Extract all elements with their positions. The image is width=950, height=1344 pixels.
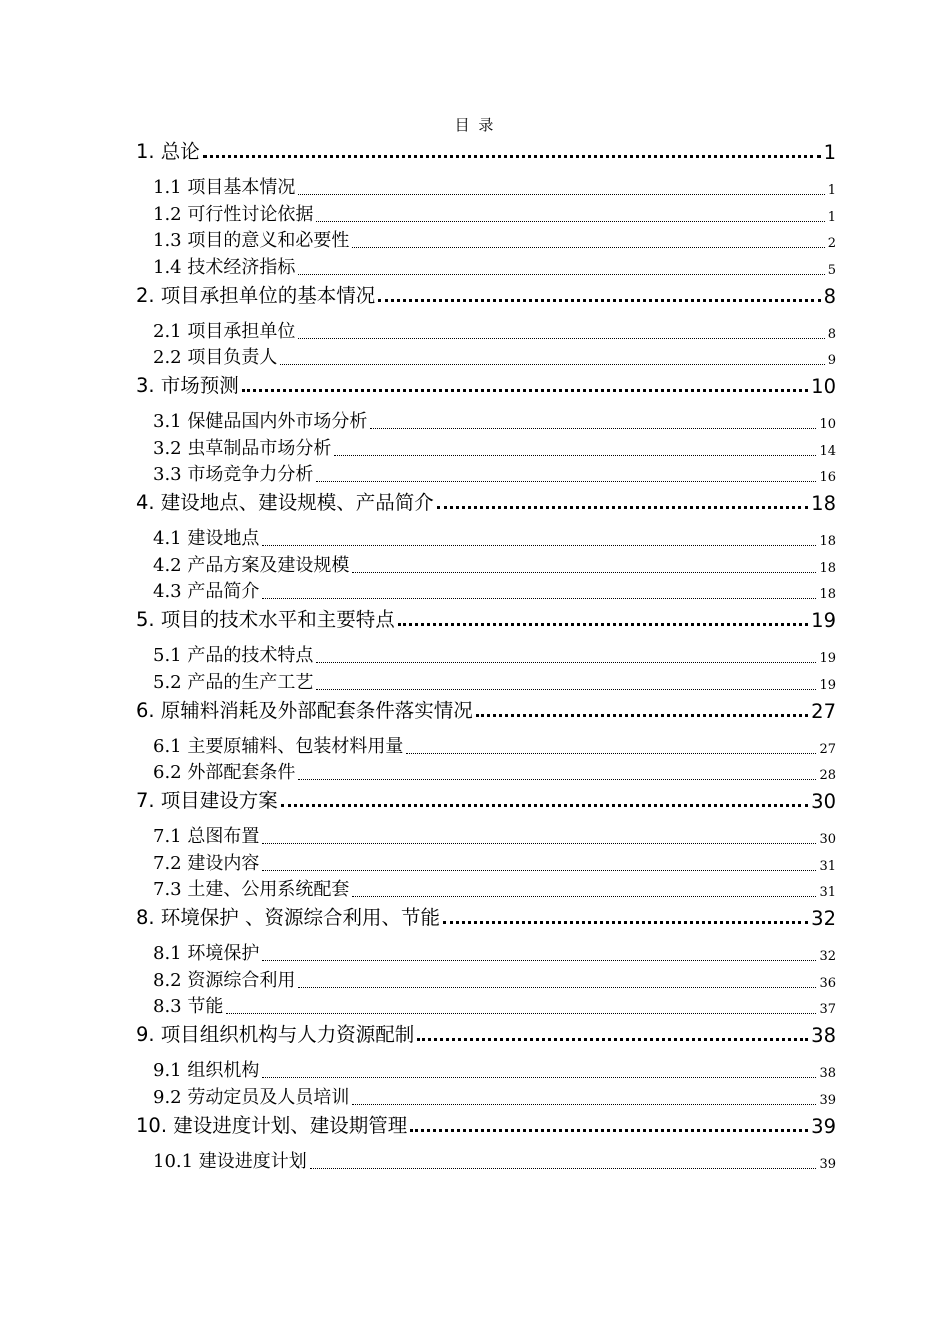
toc-section-entry[interactable] xyxy=(153,994,836,1018)
toc-dot-leader xyxy=(262,545,816,546)
toc-section-entry[interactable] xyxy=(153,643,836,667)
toc-entry-label: 4.2 产品方案及建设规模 xyxy=(153,554,350,576)
toc-page-number: 39 xyxy=(811,1114,836,1138)
toc-page-number: 28 xyxy=(819,768,836,783)
toc-dot-leader xyxy=(203,155,821,158)
toc-dot-leader xyxy=(370,428,816,429)
toc-page-number: 18 xyxy=(811,492,836,515)
toc-dot-leader xyxy=(298,274,824,275)
toc-entry-label: 4.1 建设地点 xyxy=(153,528,260,549)
toc-entry-label: 5. 项目的技术水平和主要特点 xyxy=(136,608,395,631)
toc-page-number: 9 xyxy=(827,353,836,368)
toc-section-entry[interactable] xyxy=(153,968,836,992)
toc-section-entry[interactable] xyxy=(153,877,836,901)
toc-title: 目 录 xyxy=(454,116,496,134)
toc-entry-label: 10. 建设进度计划、建设期管理 xyxy=(136,1113,408,1137)
toc-dot-leader xyxy=(226,1013,816,1014)
toc-chapter-entry[interactable] xyxy=(136,1110,836,1138)
toc-page-number: 1 xyxy=(827,183,836,198)
toc-page-number: 8 xyxy=(827,326,836,342)
toc-dot-leader xyxy=(262,960,816,961)
toc-dot-leader xyxy=(410,1129,808,1132)
toc-page-number: 39 xyxy=(819,1092,836,1108)
toc-page-number: 19 xyxy=(819,651,836,666)
toc-section-entry[interactable] xyxy=(153,1149,836,1173)
toc-page-number: 38 xyxy=(819,1066,836,1081)
toc-dot-leader xyxy=(352,896,816,897)
toc-page-number: 8 xyxy=(823,284,836,308)
toc-entry-label: 2.2 项目负责人 xyxy=(153,347,278,368)
toc-dot-leader xyxy=(437,506,808,509)
toc-dot-leader xyxy=(316,662,816,663)
toc-dot-leader xyxy=(352,572,816,573)
toc-entry-label: 9.1 组织机构 xyxy=(153,1060,260,1081)
toc-entry-label: 9.2 劳动定员及人员培训 xyxy=(153,1086,350,1108)
toc-page-number: 1 xyxy=(823,141,836,164)
toc-section-entry[interactable] xyxy=(153,1085,836,1109)
toc-dot-leader xyxy=(352,1104,816,1105)
toc-entry-label: 1.2 可行性讨论依据 xyxy=(153,203,314,225)
toc-section-entry[interactable] xyxy=(153,175,836,199)
toc-chapter-entry[interactable] xyxy=(136,136,836,164)
toc-entry-label: 1.1 项目基本情况 xyxy=(153,177,296,198)
toc-dot-leader xyxy=(443,921,808,924)
toc-entry-label: 2. 项目承担单位的基本情况 xyxy=(136,283,376,307)
toc-page-number: 31 xyxy=(819,858,836,874)
toc-entry-label: 8. 环境保护 、资源综合利用、节能 xyxy=(136,906,441,929)
toc-entry-label: 10.1 建设进度计划 xyxy=(153,1150,307,1172)
toc-page-number: 10 xyxy=(811,375,836,398)
toc-page-number: 19 xyxy=(819,677,836,693)
toc-page-number: 39 xyxy=(819,1156,836,1172)
toc-page-number: 1 xyxy=(827,209,836,225)
toc-dot-leader xyxy=(280,364,824,365)
toc-dot-leader xyxy=(262,870,816,871)
toc-entry-label: 3.1 保健品国内外市场分析 xyxy=(153,411,368,432)
toc-dot-leader xyxy=(352,247,824,248)
toc-dot-leader xyxy=(298,194,824,195)
toc-section-entry[interactable] xyxy=(153,436,836,460)
toc-chapter-entry[interactable] xyxy=(136,487,836,515)
toc-chapter-entry[interactable] xyxy=(136,695,836,723)
toc-section-entry[interactable] xyxy=(153,760,836,784)
toc-entry-label: 9. 项目组织机构与人力资源配制 xyxy=(136,1023,415,1046)
toc-section-entry[interactable] xyxy=(153,319,836,343)
toc-page-number: 27 xyxy=(819,741,836,757)
toc-section-entry[interactable] xyxy=(153,526,836,550)
toc-chapter-entry[interactable] xyxy=(136,1019,836,1047)
toc-section-entry[interactable] xyxy=(153,345,836,369)
toc-section-entry[interactable] xyxy=(153,734,836,758)
toc-dot-leader xyxy=(476,714,808,717)
toc-page-number: 2 xyxy=(827,236,836,251)
toc-section-entry[interactable] xyxy=(153,579,836,603)
toc-entry-label: 1.3 项目的意义和必要性 xyxy=(153,230,350,251)
toc-page-number: 32 xyxy=(811,907,836,930)
toc-entry-label: 5.2 产品的生产工艺 xyxy=(153,671,314,693)
toc-entry-label: 3.2 虫草制品市场分析 xyxy=(153,437,332,459)
toc-page-number: 18 xyxy=(819,560,836,576)
toc-section-entry[interactable] xyxy=(153,1058,836,1082)
toc-entry-label: 2.1 项目承担单位 xyxy=(153,320,296,342)
toc-entry-label: 8.3 节能 xyxy=(153,996,224,1017)
toc-page-number: 19 xyxy=(811,609,836,632)
toc-dot-leader xyxy=(262,843,816,844)
toc-dot-leader xyxy=(316,221,824,222)
toc-page-number: 10 xyxy=(819,417,836,432)
toc-chapter-entry[interactable] xyxy=(136,604,836,632)
toc-page-number: 37 xyxy=(819,1002,836,1017)
toc-page-number: 14 xyxy=(819,443,836,459)
toc-dot-leader xyxy=(334,455,816,456)
toc-section-entry[interactable] xyxy=(153,255,836,279)
toc-page-number: 5 xyxy=(827,262,836,278)
toc-chapter-entry[interactable] xyxy=(136,902,836,930)
toc-entry-label: 7.3 土建、公用系统配套 xyxy=(153,879,350,900)
toc-entry-label: 7.2 建设内容 xyxy=(153,852,260,874)
toc-entry-label: 5.1 产品的技术特点 xyxy=(153,645,314,666)
toc-section-entry[interactable] xyxy=(153,462,836,486)
toc-entry-label: 4. 建设地点、建设规模、产品简介 xyxy=(136,491,434,514)
toc-dot-leader xyxy=(242,389,808,392)
toc-entry-label: 6.2 外部配套条件 xyxy=(153,762,296,783)
toc-section-entry[interactable] xyxy=(153,409,836,433)
toc-dot-leader xyxy=(310,1168,817,1169)
toc-entry-label: 7. 项目建设方案 xyxy=(136,789,278,812)
toc-chapter-entry[interactable] xyxy=(136,785,836,813)
toc-entry-label: 1. 总论 xyxy=(136,140,200,163)
toc-chapter-entry[interactable] xyxy=(136,280,836,308)
toc-section-entry[interactable] xyxy=(153,851,836,875)
toc-chapter-entry[interactable] xyxy=(136,370,836,398)
toc-section-entry[interactable] xyxy=(153,670,836,694)
toc-section-entry[interactable] xyxy=(153,202,836,226)
toc-dot-leader xyxy=(398,623,808,626)
toc-dot-leader xyxy=(417,1038,808,1041)
toc-dot-leader xyxy=(281,804,808,807)
toc-section-entry[interactable] xyxy=(153,228,836,252)
toc-dot-leader xyxy=(298,987,816,988)
toc-section-entry[interactable] xyxy=(153,824,836,848)
toc-page-number: 30 xyxy=(811,790,836,813)
toc-page-number: 18 xyxy=(819,534,836,549)
toc-entry-label: 8.1 环境保护 xyxy=(153,943,260,964)
toc-page-number: 32 xyxy=(819,949,836,964)
toc-section-entry[interactable] xyxy=(153,941,836,965)
toc-page-number: 36 xyxy=(819,975,836,991)
toc-entry-label: 8.2 资源综合利用 xyxy=(153,969,296,991)
toc-entry-label: 3. 市场预测 xyxy=(136,374,239,397)
toc-dot-leader xyxy=(298,779,816,780)
toc-entry-label: 6.1 主要原辅料、包装材料用量 xyxy=(153,735,404,757)
toc-dot-leader xyxy=(262,598,816,599)
toc-entry-label: 4.3 产品简介 xyxy=(153,581,260,602)
toc-section-entry[interactable] xyxy=(153,553,836,577)
toc-dot-leader xyxy=(316,481,816,482)
toc-page-number: 27 xyxy=(811,699,836,723)
toc-dot-leader xyxy=(316,689,816,690)
toc-page-number: 16 xyxy=(819,470,836,485)
toc-page-number: 30 xyxy=(819,832,836,847)
toc-entry-label: 3.3 市场竞争力分析 xyxy=(153,464,314,485)
toc-dot-leader xyxy=(262,1077,816,1078)
toc-page-number: 31 xyxy=(819,885,836,900)
toc-entry-label: 1.4 技术经济指标 xyxy=(153,256,296,278)
toc-entry-label: 6. 原辅料消耗及外部配套条件落实情况 xyxy=(136,698,473,722)
toc-page-number: 18 xyxy=(819,587,836,602)
toc-entry-label: 7.1 总图布置 xyxy=(153,826,260,847)
toc-dot-leader xyxy=(378,299,820,302)
toc-dot-leader xyxy=(406,753,816,754)
toc-page-number: 38 xyxy=(811,1024,836,1047)
toc-dot-leader xyxy=(298,338,824,339)
